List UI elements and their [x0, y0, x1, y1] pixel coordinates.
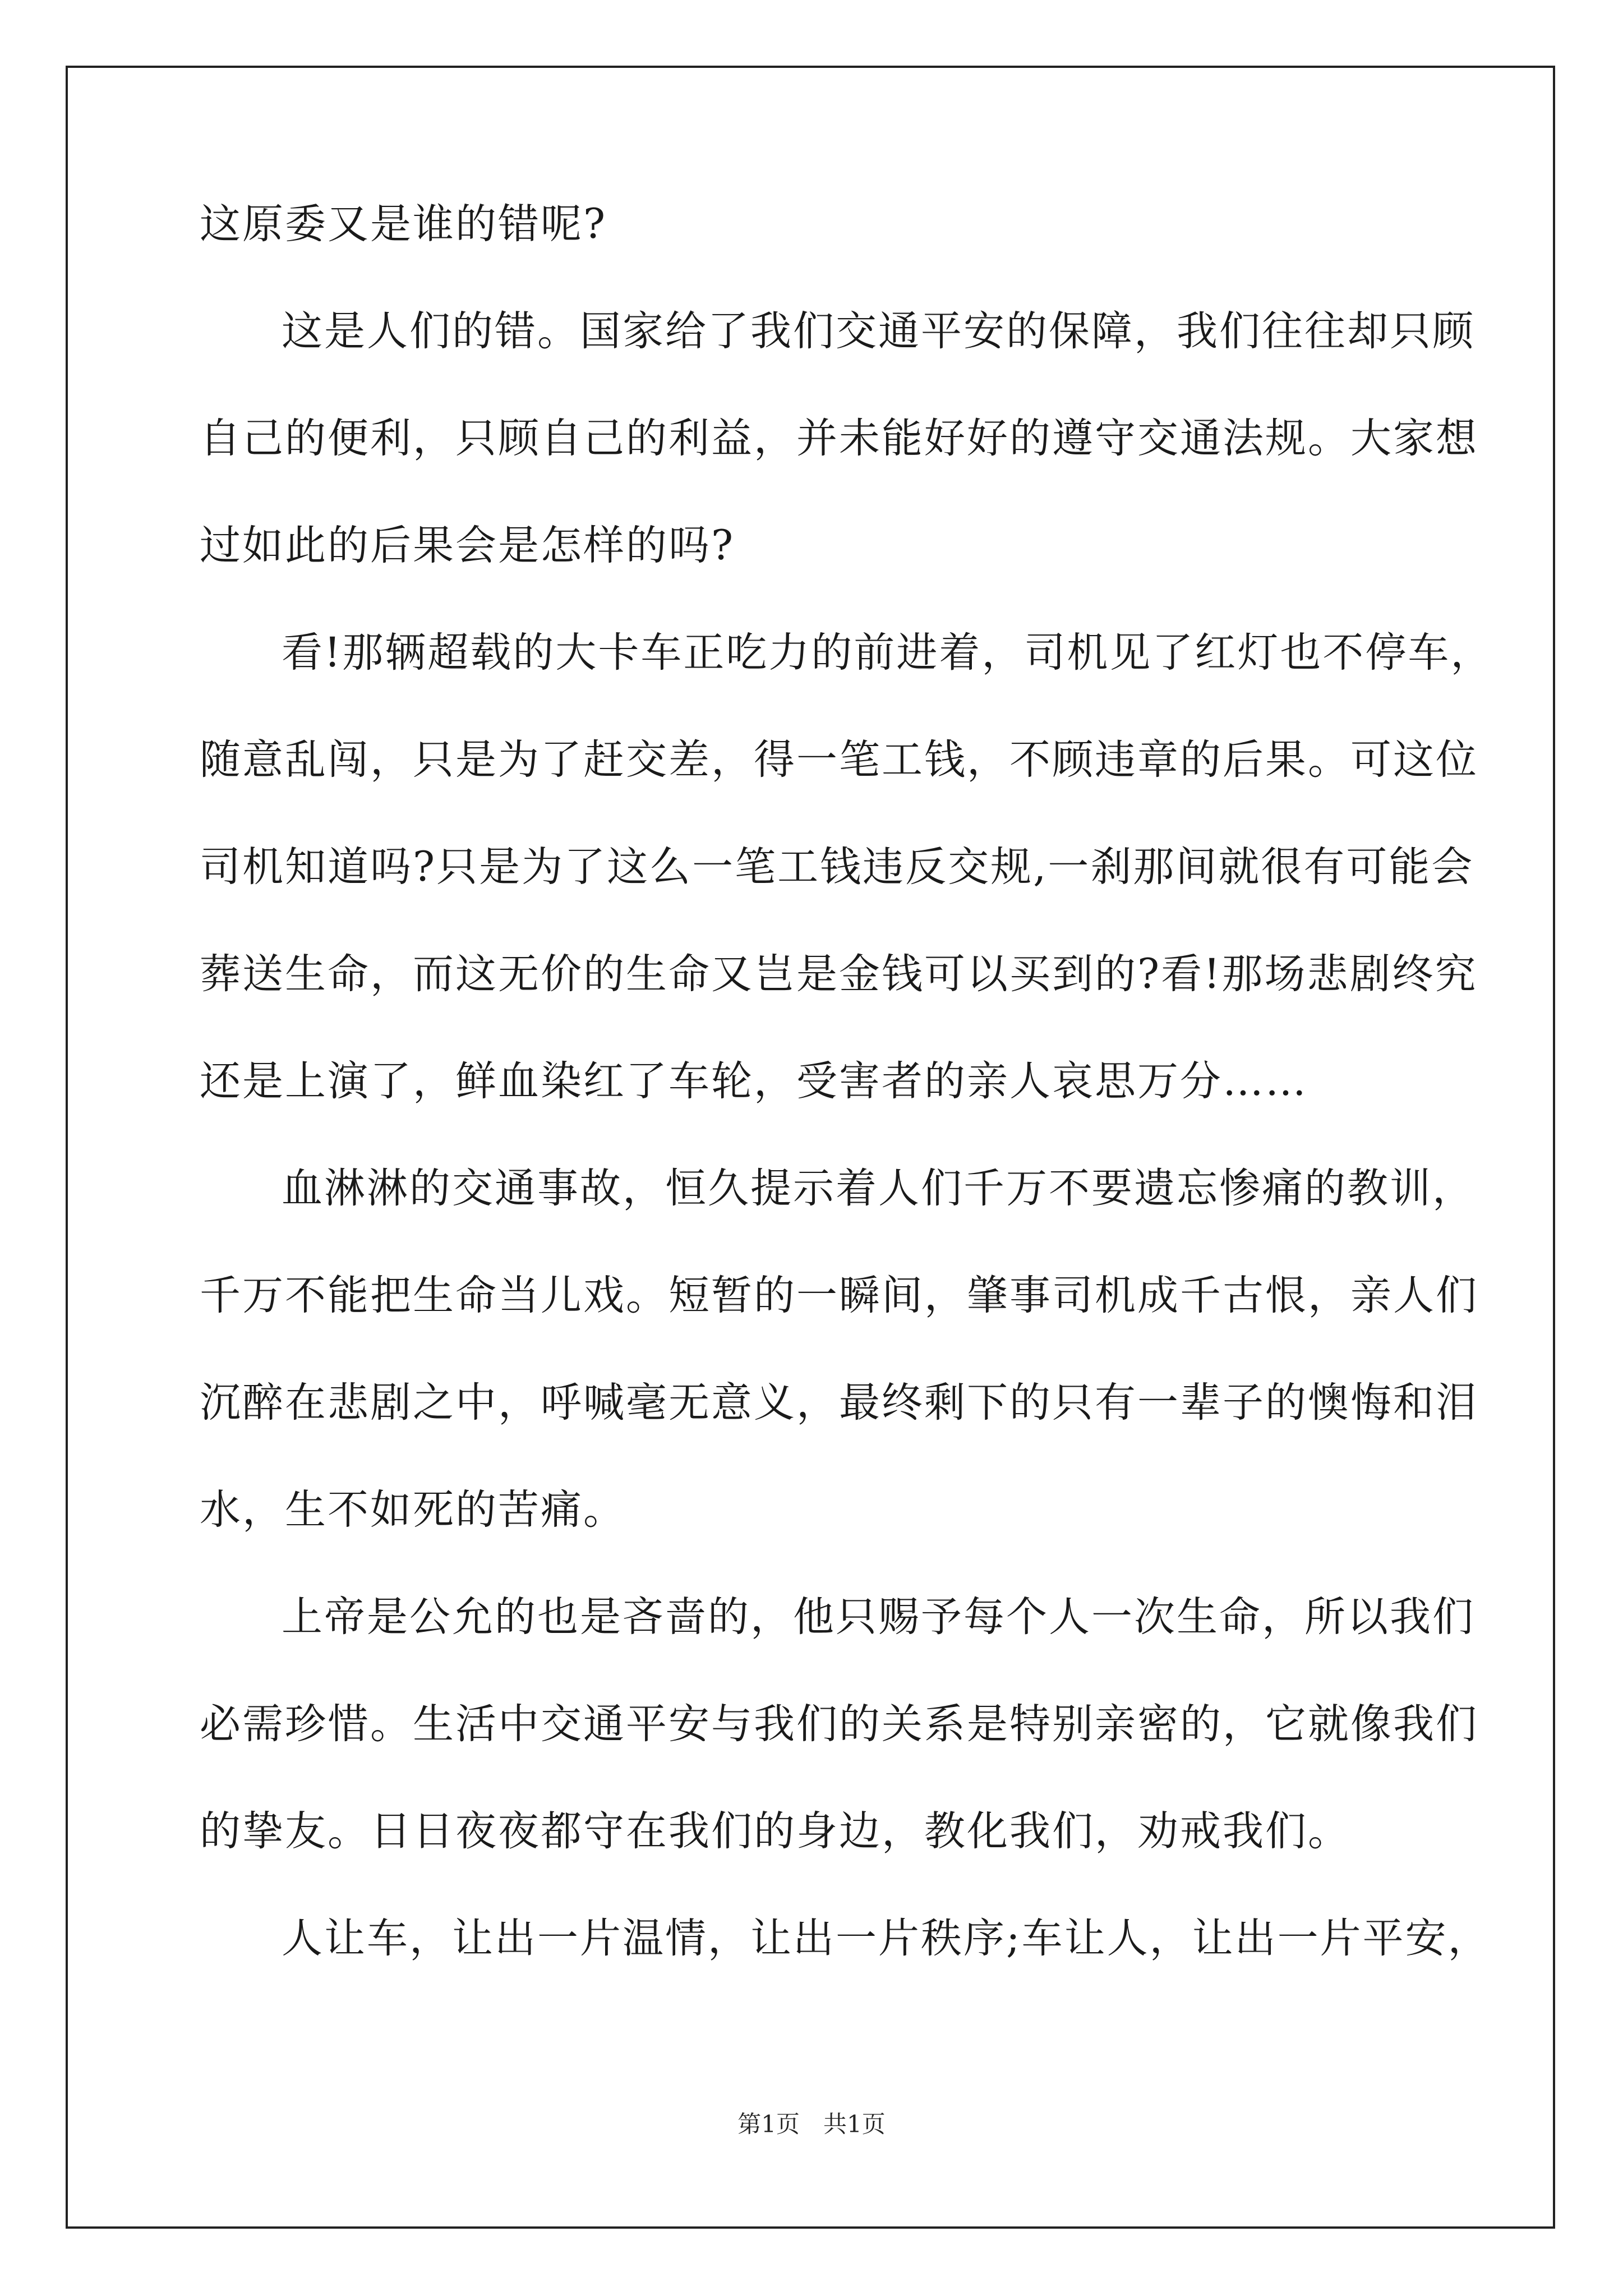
text-line: 葬送生命，而这无价的生命又岂是金钱可以买到的?看!那场悲剧终究	[200, 950, 1478, 998]
paragraph-start: 人让车，让出一片温情，让出一片秩序;车让人，让出一片平安，	[282, 1915, 1491, 1962]
page-number-footer: 第1页 共1页	[737, 2110, 886, 2138]
paragraph-start: 看!那辆超载的大卡车正吃力的前进着，司机见了红灯也不停车，	[282, 629, 1493, 677]
text-line: 必需珍惜。生活中交通平安与我们的关系是特别亲密的，它就像我们	[200, 1700, 1478, 1748]
text-line: 过如此的后果会是怎样的吗?	[200, 522, 735, 569]
paragraph-start: 上帝是公允的也是吝啬的，他只赐予每个人一次生命，所以我们	[282, 1593, 1475, 1641]
text-line: 千万不能把生命当儿戏。短暂的一瞬间，肇事司机成千古恨，亲人们	[200, 1272, 1478, 1319]
paragraph-start: 血淋淋的交通事故，恒久提示着人们千万不要遗忘惨痛的教训，	[282, 1165, 1475, 1212]
text-line: 司机知道吗?只是为了这么一笔工钱违反交规,一刹那间就很有可能会	[200, 843, 1474, 891]
text-line: 随意乱闯，只是为了赶交差，得一笔工钱，不顾违章的后果。可这位	[200, 736, 1478, 784]
text-line: 自己的便利，只顾自己的利益，并未能好好的遵守交通法规。大家想	[200, 415, 1478, 462]
text-line: 这原委又是谁的错呢?	[200, 200, 607, 248]
text-line: 水，生不如死的苦痛。	[200, 1486, 626, 1534]
text-line: 的挚友。日日夜夜都守在我们的身边，教化我们，劝戒我们。	[200, 1807, 1350, 1855]
page-border	[66, 66, 1555, 2229]
text-line: 沉醉在悲剧之中，呼喊毫无意义，最终剩下的只有一辈子的懊悔和泪	[200, 1379, 1478, 1427]
text-line: 还是上演了，鲜血染红了车轮，受害者的亲人哀思万分……	[200, 1057, 1308, 1105]
paragraph-start: 这是人们的错。国家给了我们交通平安的保障，我们往往却只顾	[282, 307, 1475, 355]
